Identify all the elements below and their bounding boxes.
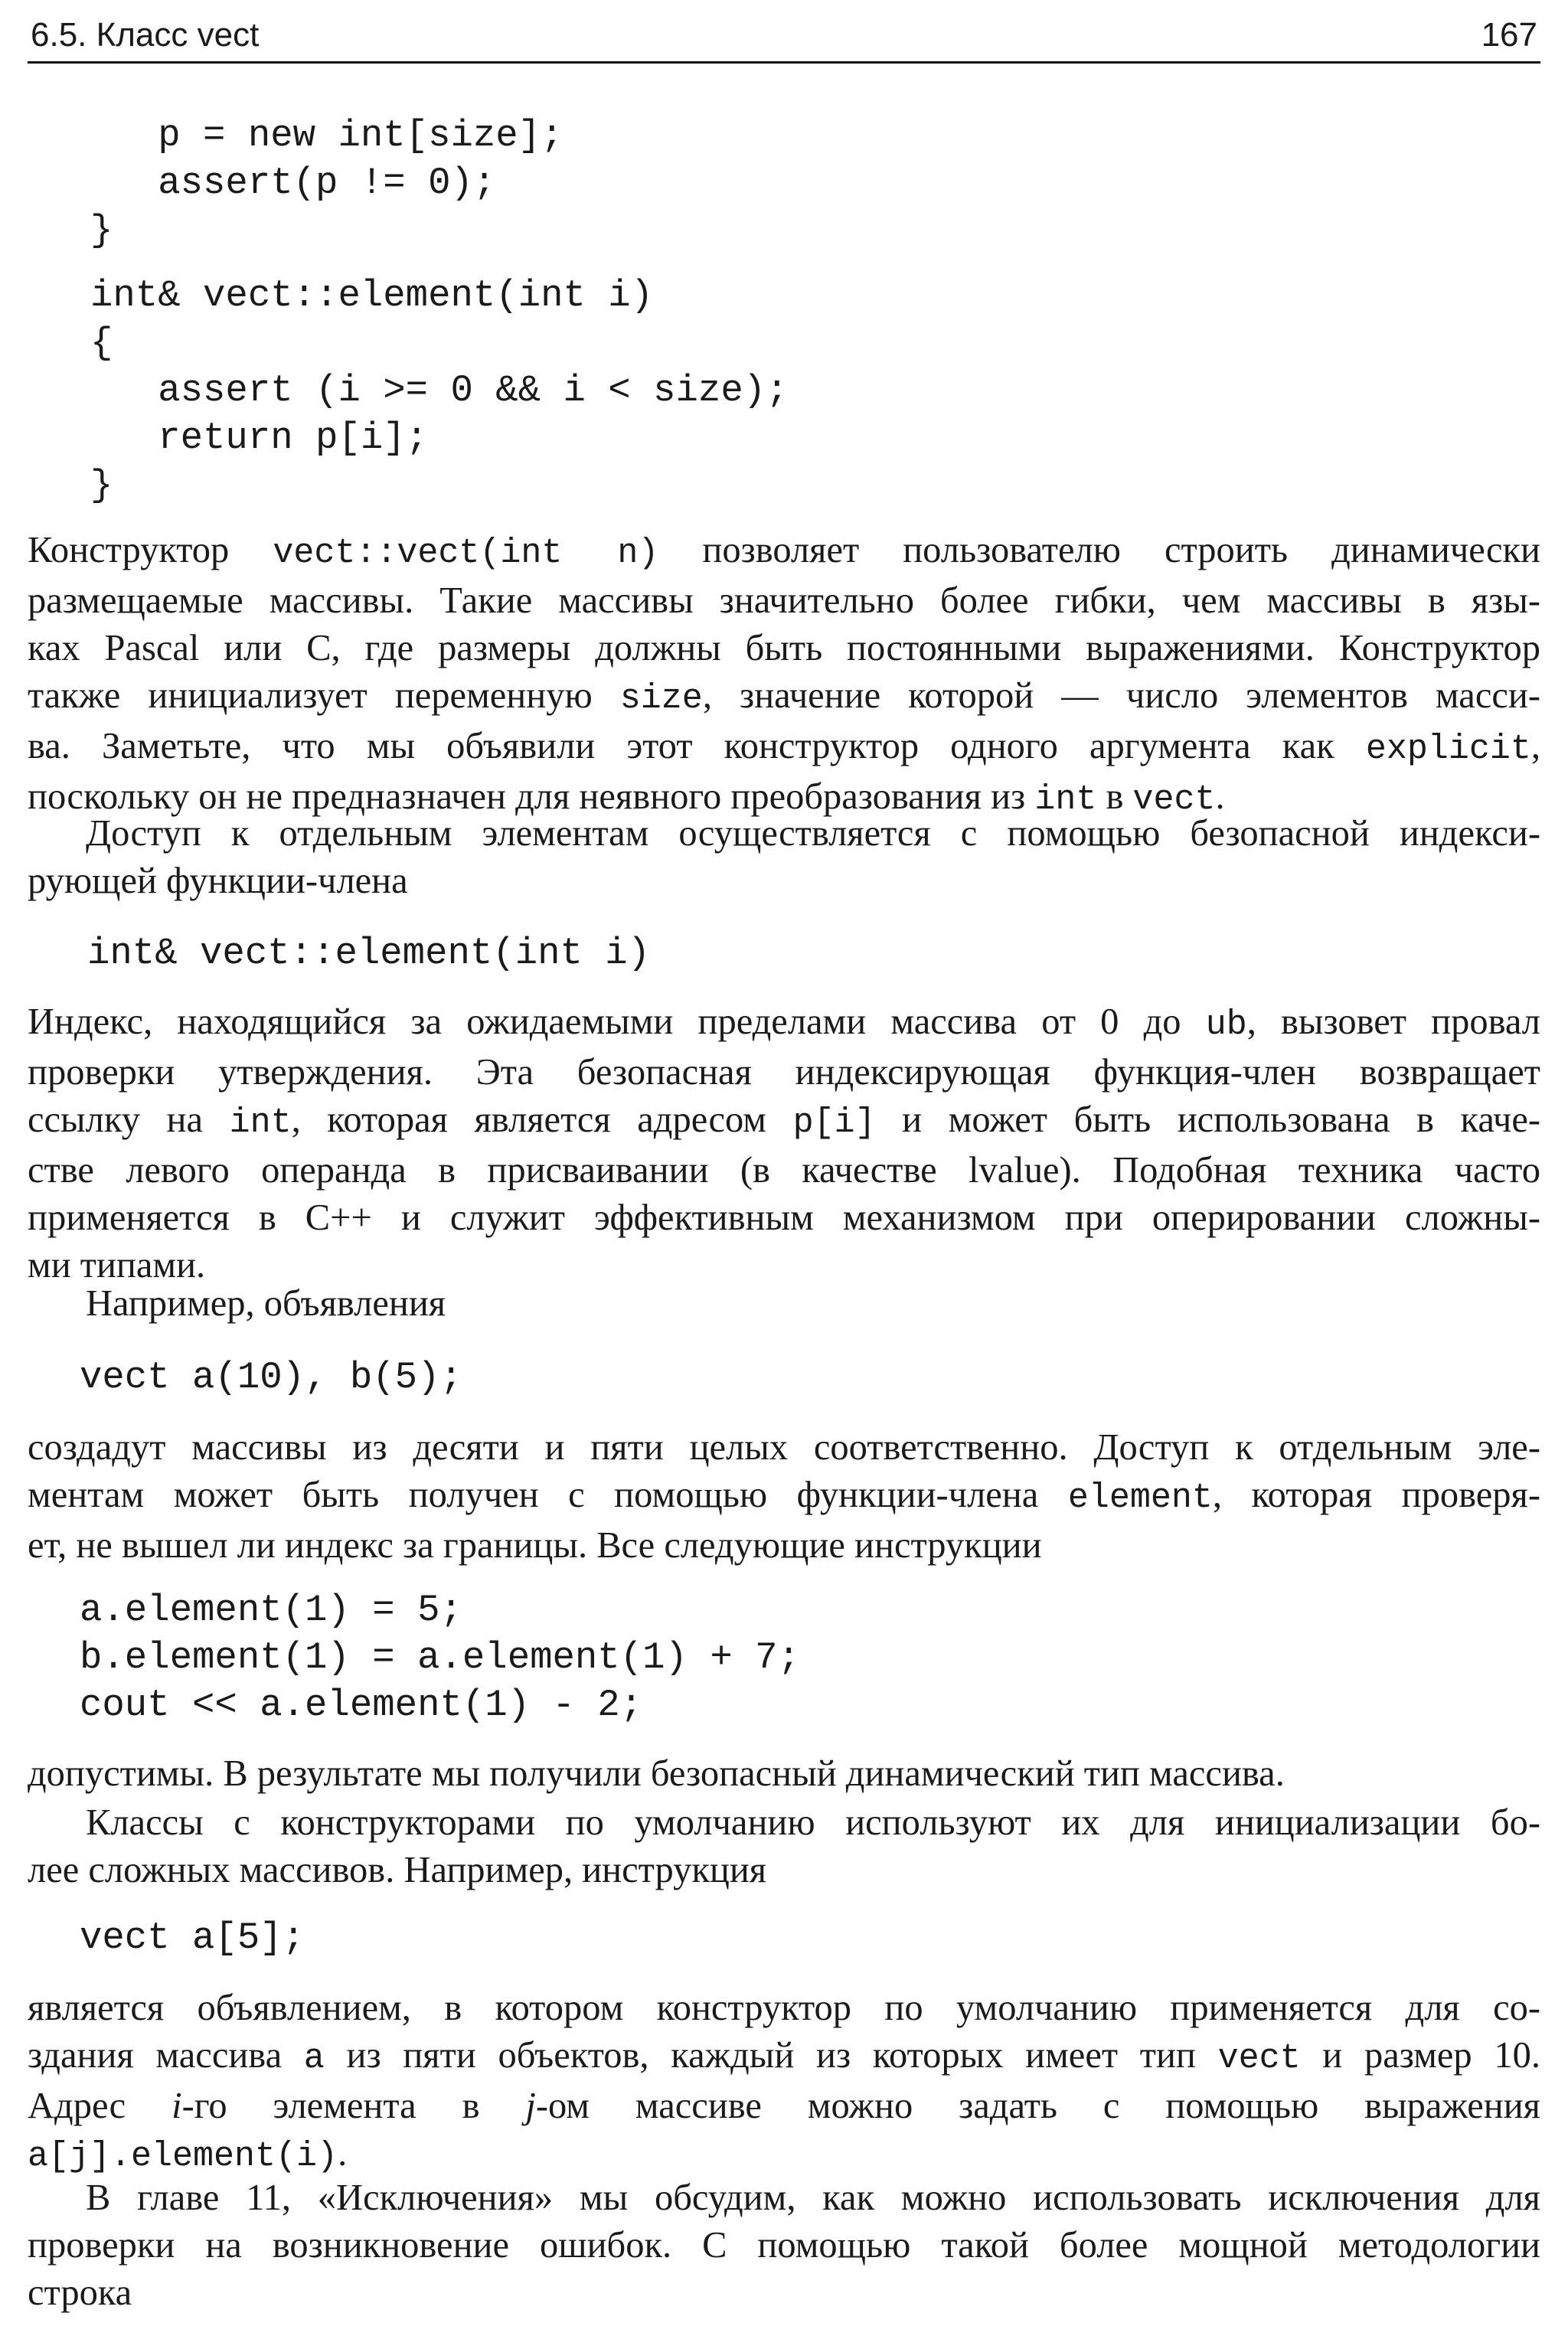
text-line: Доступ к отдельным элементам осуществляется с помощью безопасной индекси- (86, 813, 1540, 854)
text-line: Например, объявления (86, 1283, 446, 1324)
paragraph (28, 1750, 1540, 1798)
text-line: Конструктор vect::vect(int n) позволяет пользователю строить динамически (28, 530, 1540, 573)
code-line: assert (i >= 0 && i < size); (90, 369, 789, 412)
text-line: лее сложных массивов. Например, инструкция (28, 1850, 767, 1890)
text-line: стве левого операнда в присваивании (в качестве lvalue). Подобная техника часто (28, 1150, 1540, 1191)
text-line: ми типами. (28, 1245, 206, 1286)
paragraph (28, 2174, 1540, 2317)
code-line: assert(p != 0); (90, 162, 496, 204)
code-line: a.element(1) = 5; (80, 1589, 462, 1632)
text-line: рующей функции-члена (28, 861, 408, 901)
paragraph (28, 1799, 1540, 1894)
code-line: vect a[5]; (80, 1916, 305, 1959)
text-line: поскольку он не предназначен для неявного преобразования из int в vect. (28, 776, 1225, 819)
text-line: строка (28, 2272, 132, 2313)
text-line: является объявлением, в котором конструктор по умолчанию применяется для со- (28, 1988, 1540, 2028)
text-line: допустимы. В результате мы получили безопасный динамический тип массива. (28, 1753, 1285, 1794)
paragraph (28, 1280, 1540, 1328)
paragraph (28, 998, 1540, 1289)
text-line: ссылку на int, которая является адресом p[i] и может быть использована в каче- (28, 1099, 1540, 1142)
code-line: { (90, 322, 113, 364)
text-line: создадут массивы из десяти и пяти целых соответственно. Доступ к отдельным эле- (28, 1427, 1540, 1468)
text-line: здания массива a из пяти объектов, каждый из которых имеет тип vect и размер 10. (28, 2035, 1540, 2078)
text-line: Классы с конструкторами по умолчанию используют их для инициализации бо- (86, 1802, 1540, 1843)
text-line: ва. Заметьте, что мы объявили этот конструктор одного аргумента как explicit, (28, 726, 1540, 769)
code-line: } (90, 464, 113, 507)
text-line: применяется в C++ и служит эффективным механизмом при оперировании сложны- (28, 1197, 1540, 1238)
code-line: int& vect::element(int i) (87, 932, 651, 975)
paragraph (28, 1985, 1540, 2181)
paragraph (28, 1424, 1540, 1570)
text-line: В главе 11, «Исключения» мы обсудим, как можно использовать исключения для (86, 2177, 1540, 2218)
page-number: 167 (1481, 16, 1537, 54)
code-line: vect a(10), b(5); (80, 1356, 462, 1399)
paragraph (28, 810, 1540, 905)
code-line: int& vect::element(int i) (90, 274, 654, 317)
code-line: return p[i]; (90, 417, 429, 459)
text-line: Индекс, находящийся за ожидаемыми пределами массива от 0 до ub, вызовет провал (28, 1001, 1540, 1044)
text-line: ментам может быть получен с помощью функции-члена element, которая проверя- (28, 1475, 1540, 1518)
text-line: Адрес i-го элемента в j-ом массиве можно задать с помощью выражения (28, 2086, 1540, 2126)
text-line: ках Pascal или C, где размеры должны быть постоянными выражениями. Конструктор (28, 628, 1540, 668)
running-header (28, 11, 1540, 64)
section-title: 6.5. Класс vect (31, 16, 260, 54)
text-line: проверки утверждения. Эта безопасная индексирующая функция-член возвращает (28, 1052, 1540, 1093)
text-line: ет, не вышел ли индекс за границы. Все следующие инструкции (28, 1525, 1042, 1566)
text-line: размещаемые массивы. Такие массивы значительно более гибки, чем массивы в язы- (28, 580, 1540, 621)
code-line: } (90, 209, 113, 252)
code-line: cout << a.element(1) - 2; (80, 1684, 643, 1727)
text-line: проверки на возникновение ошибок. С помощью такой более мощной методологии (28, 2225, 1540, 2266)
paragraph (28, 527, 1540, 824)
text-line: также инициализует переменную size, значение которой — число элементов масси- (28, 675, 1540, 718)
code-line: p = new int[size]; (90, 114, 564, 157)
code-line: b.element(1) = a.element(1) + 7; (80, 1636, 800, 1679)
text-line: a[j].element(i). (28, 2133, 348, 2176)
